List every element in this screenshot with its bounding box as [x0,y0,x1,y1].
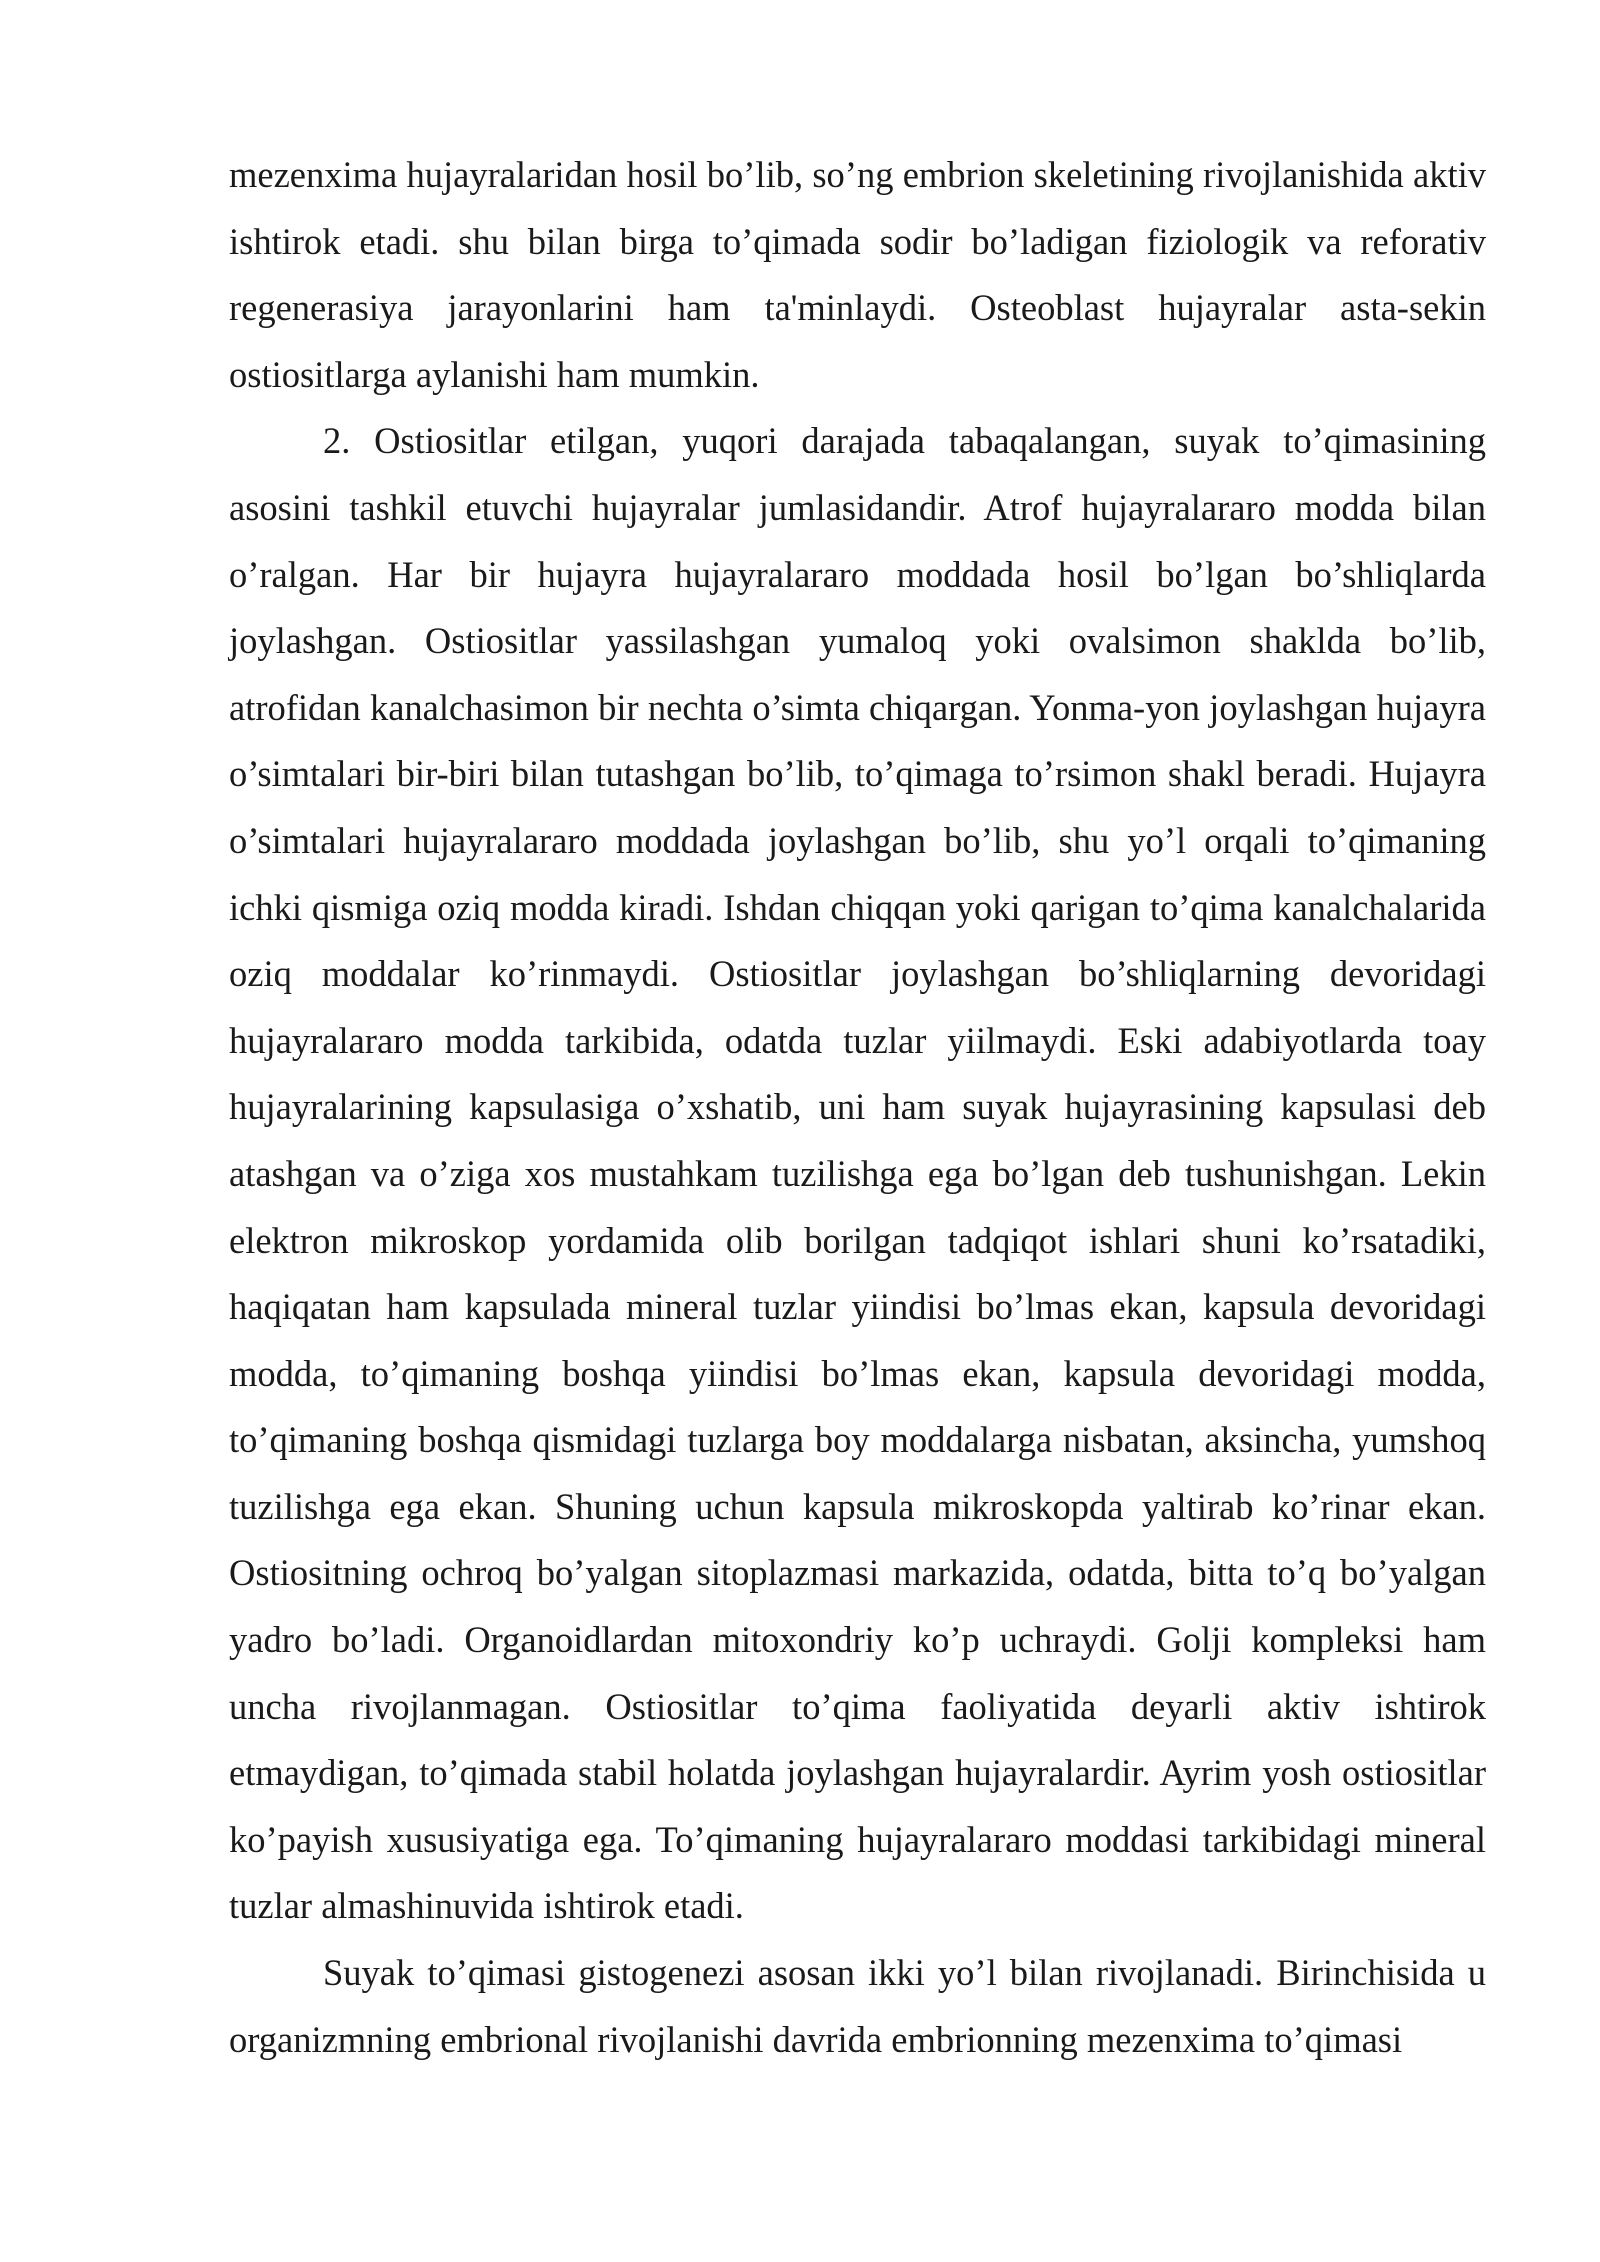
paragraph-continuation: mezenxima hujayralaridan hosil bo’lib, so’ng embrion skeletining rivojlanishida aktiv ishtirok etadi. shu bilan birga to’qimada sodir bo’ladigan fiziologik va reforativ regenerasiya jarayonlarini ham ta'minlaydi. Osteoblast hujayralar asta-sekin ostiositlarga aylanishi ham mumkin. [229,154,1486,395]
paragraph-histogenesis: Suyak to’qimasi gistogenezi asosan ikki yo’l bilan rivojlanadi. Birinchisida u organizmning embrional rivojlanishi davrida embrionning mezenxima to’qimasi [229,1952,1486,2060]
paragraph-osteocytes: 2. Ostiositlar etilgan, yuqori darajada tabaqalangan, suyak to’qimasining asosini tashkil etuvchi hujayralar jumlasidandir. Atrof hujayralararo modda bilan o’ralgan. Har bir hujayra hujayralararo moddada hosil bo’lgan bo’shliqlarda joylashgan. Ostiositlar yassilashgan yumaloq yoki ovalsimon shaklda bo’lib, atrofidan kanalchasimon bir nechta o’simta chiqargan. Yonma-yon joylashgan hujayra o’simtalari bir-biri bilan tutashgan bo’lib, to’qimaga to’rsimon shakl beradi. Hujayra o’simtalari hujayralararo moddada joylashgan bo’lib, shu yo’l orqali to’qimaning ichki qismiga oziq modda kiradi. Ishdan chiqqan yoki qarigan to’qima kanalchalarida oziq moddalar ko’rinmaydi. Ostiositlar joylashgan bo’shliqlarning devoridagi hujayralararo modda tarkibida, odatda tuzlar yiilmaydi. Eski adabiyotlarda toay hujayralarining kapsulasiga o’xshatib, uni ham suyak hujayrasining kapsulasi deb atashgan va o’ziga xos mustahkam tuzilishga ega bo’lgan deb tushunishgan. Lekin elektron mikroskop yordamida olib borilgan tadqiqot ishlari shuni ko’rsatadiki, haqiqatan ham kapsulada mineral tuzlar yiindisi bo’lmas ekan, kapsula devoridagi modda, to’qimaning boshqa yiindisi bo’lmas ekan, kapsula devoridagi modda, to’qimaning boshqa qismidagi tuzlarga boy moddalarga nisbatan, aksincha, yumshoq tuzilishga ega ekan. Shuning uchun kapsula mikroskopda yaltirab ko’rinar ekan. Ostiositning ochroq bo’yalgan sitoplazmasi markazida, odatda, bitta to’q bo’yalgan yadro bo’ladi. Organoidlardan mitoxondriy ko’p uchraydi. Golji kompleksi ham uncha rivojlanmagan. Ostiositlar to’qima faoliyatida deyarli aktiv ishtirok etmaydigan, to’qimada stabil holatda joylashgan hujayralardir. Ayrim yosh ostiositlar ko’payish xususiyatiga ega. To’qimaning hujayralararo moddasi tarkibidagi mineral tuzlar almashinuvida ishtirok etadi. [229,420,1486,1927]
body-text [229,142,1486,2073]
